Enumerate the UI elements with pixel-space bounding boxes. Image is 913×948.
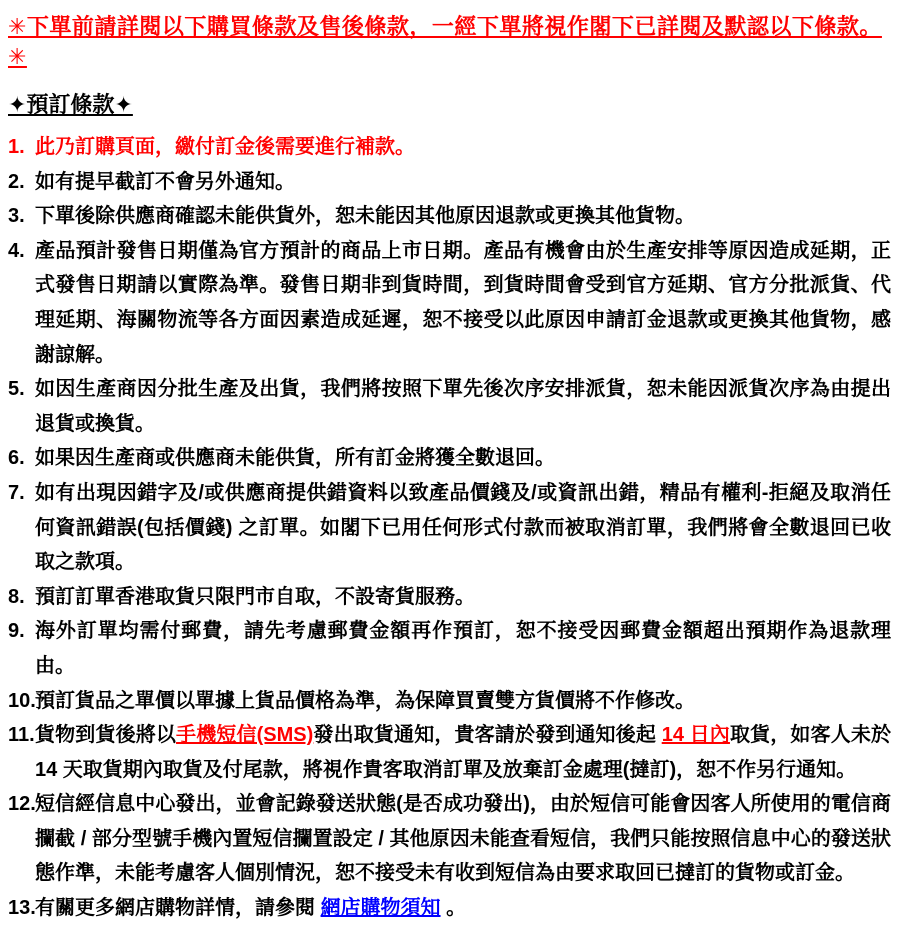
item-text: 此乃訂購頁面，繳付訂金後需要進行補款。 (35, 136, 415, 158)
item-text: 如因生產商因分批生產及出貨，我們將按照下單先後次序安排派貨，恕未能因派貨次序為由提出退貨或換貨。 (35, 378, 891, 435)
item-text: 短信經信息中心發出，並會記錄發送狀態(是否成功發出)，由於短信可能會因客人所使用的電信商攔截 / 部分型號手機內置短信攔置設定 / 其他原因未能查看短信，我們只能按照信息中心的發送狀態作準，未能考慮客人個別情況，恕不接受未有收到短信為由要求取回已撻訂的貨物或訂金。 (35, 793, 891, 885)
item-number: 2. (8, 170, 25, 193)
terms-list (8, 130, 891, 926)
terms-list-item (8, 787, 891, 891)
terms-page (8, 12, 891, 926)
terms-list-item (8, 372, 891, 441)
item-number: 12. (8, 793, 36, 816)
item-number: 7. (8, 481, 25, 504)
item-number: 10. (8, 689, 36, 712)
item-text: 貨物到貨後將以 (35, 724, 177, 747)
item-text: 有關更多網店購物詳情，請參閱 (35, 897, 321, 920)
item-text: 如果因生產商或供應商未能供貨，所有訂金將獲全數退回。 (35, 447, 555, 470)
terms-list-item (8, 718, 891, 787)
terms-list-item (8, 580, 891, 615)
item-text: 發出取貨通知，貴客請於發到通知後起 (313, 724, 662, 747)
item-number: 6. (8, 447, 25, 470)
item-text-highlight: 手機短信(SMS) (176, 724, 314, 747)
item-number: 5. (8, 378, 25, 401)
item-number: 9. (8, 620, 25, 643)
item-text: 產品預計發售日期僅為官方預計的商品上市日期。產品有機會由於生產安排等原因造成延期，正式發售日期請以實際為準。發售日期非到貨時間，到貨時間會受到官方延期、官方分批派貨、代理延期、海關物流等各方面因素造成延遲，恕不接受以此原因申請訂金退款或更換其他貨物，感謝諒解。 (35, 239, 891, 366)
item-text: 如有提早截訂不會另外通知。 (35, 170, 295, 193)
item-text: 。 (440, 897, 467, 920)
terms-list-item (8, 441, 891, 476)
terms-list-item (8, 891, 891, 926)
terms-list-item (8, 165, 891, 200)
item-number: 11. (8, 724, 35, 747)
item-text: 預訂貨品之單價以單據上貨品價格為準，為保障買賣雙方貨價將不作修改。 (35, 689, 695, 712)
item-text: 如有出現因錯字及/或供應商提供錯資料以致產品價錢及/或資訊出錯，精品有權利-拒絕及取消任何資訊錯誤(包括價錢) 之訂單。如閣下已用任何形式付款而被取消訂單，我們將會全數退回已收取之款項。 (35, 481, 891, 574)
item-number: 4. (8, 239, 25, 262)
item-number: 1. (8, 136, 25, 158)
item-number: 3. (8, 205, 25, 228)
header-warning: ✳下單前請詳閱以下購買條款及售後條款，一經下單將視作閣下已詳閱及默認以下條款。✳ (8, 14, 882, 69)
terms-list-item (8, 684, 891, 719)
terms-list-item (8, 199, 891, 234)
item-number: 13. (8, 897, 36, 920)
store-shopping-notice-link[interactable]: 網店購物須知 (320, 897, 441, 920)
terms-list-item (8, 234, 891, 372)
section-title-preorder-terms: ✦預訂條款✦ (8, 92, 133, 117)
item-text: 海外訂單均需付郵費，請先考慮郵費金額再作預訂，恕不接受因郵費金額超出預期作為退款理由。 (35, 620, 891, 677)
terms-list-item (8, 130, 891, 165)
item-text: 取貨，如客人未於 14 天取貨期內取貨及付尾款，將視作貴客取消訂單及放棄訂金處理(撻訂)，恕不作另行通知。 (35, 724, 891, 781)
item-text: 下單後除供應商確認未能供貨外，恕未能因其他原因退款或更換其他貨物。 (35, 205, 695, 228)
item-text: 預訂訂單香港取貨只限門市自取，不設寄貨服務。 (35, 585, 475, 608)
item-number: 8. (8, 585, 25, 608)
terms-list-item (8, 476, 891, 580)
item-text-highlight: 14 日內 (661, 724, 730, 747)
terms-list-item (8, 614, 891, 683)
